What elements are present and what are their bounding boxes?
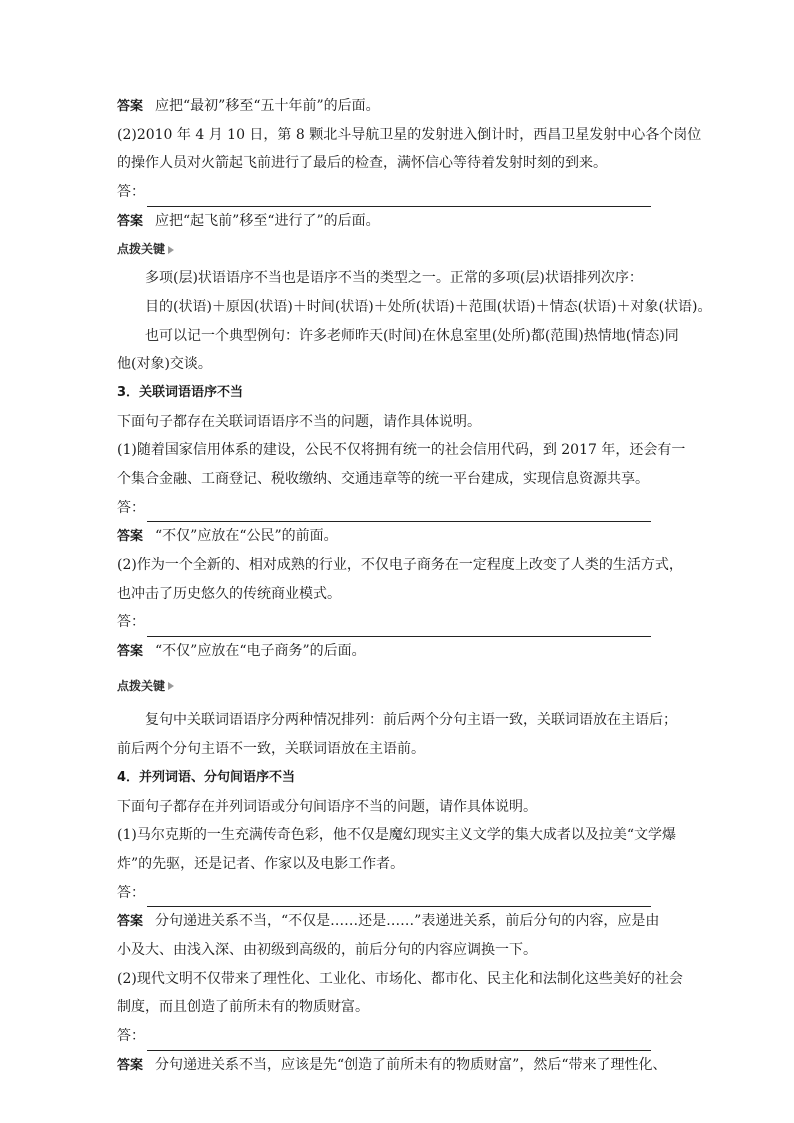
answer-blank-2[interactable]: 答： [117, 178, 679, 207]
section-heading-3: 3．关联词语语序不当 [117, 384, 244, 400]
section-3-intro: 下面句子都存在关联词语语序不当的问题，请作具体说明。 [117, 413, 481, 430]
answer-4-1-line-2: 小及大、由浅入深、由初级到高级的，前后分句的内容应调换一下。 [117, 941, 537, 958]
answer-blank-4-1[interactable]: 答： [117, 879, 679, 908]
answer-1: 答案 应把“最初”移至“五十年前”的后面。 [117, 98, 380, 114]
answer-tag: 答案 [117, 1057, 144, 1073]
answer-rule[interactable] [147, 186, 651, 207]
answer-blank-4-2[interactable]: 答： [117, 1022, 679, 1051]
triangle-right-icon [168, 246, 174, 254]
question-2-line-2: 的操作人员对火箭起飞前进行了最后的检查，满怀信心等待着发射时刻的到来。 [117, 155, 607, 172]
question-3-2-line-2: 也冲击了历史悠久的传统商业模式。 [117, 585, 341, 602]
question-4-1-line-1: (1)马尔克斯的一生充满传奇色彩，他不仅是魔幻现实主义文学的集大成者以及拉美“文学爆 [117, 827, 676, 844]
document-page [117, 92, 712, 1079]
question-2-line-1: (2)2010 年 4 月 10 日，第 8 颗北斗导航卫星的发射进入倒计时，西昌卫星发射中心各个岗位 [117, 126, 702, 143]
answer-2: 答案 应把“起飞前”移至“进行了”的后面。 [117, 212, 380, 229]
key-point-2-line-2: 前后两个分句主语不一致，关联词语放在主语前。 [117, 741, 425, 758]
answer-4-1-line-1: 答案 分句递进关系不当，“不仅是……还是……”表递进关系，前后分句的内容，应是由 [117, 913, 660, 930]
question-4-1-line-2: 炸”的先驱，还是记者、作家以及电影工作者。 [117, 855, 405, 872]
section-4-intro: 下面句子都存在并列词语或分句间语序不当的问题，请作具体说明。 [117, 798, 537, 815]
answer-tag: 答案 [117, 644, 144, 660]
key-point-heading-2: 点拨关键 [117, 672, 679, 701]
answer-rule[interactable] [147, 501, 651, 522]
question-3-1-line-1: (1)随着国家信用体系的建设，公民不仅将拥有统一的社会信用代码，到 2017 年，还会有一 [117, 442, 686, 459]
answer-tag: 答案 [117, 529, 144, 545]
section-heading-4: 4．并列词语、分句间语序不当 [117, 769, 296, 785]
triangle-right-icon [168, 682, 174, 690]
answer-blank-3-2[interactable]: 答： [117, 608, 679, 637]
answer-rule[interactable] [147, 616, 651, 637]
answer-3-1: 答案 “不仅”应放在“公民”的前面。 [117, 528, 338, 545]
key-point-1-line-1: 多项(层)状语语序不当也是语序不当的类型之一。正常的多项(层)状语排列次序： [145, 270, 643, 287]
key-point-1-line-2: 目的(状语)＋原因(状语)＋时间(状语)＋处所(状语)＋范围(状语)＋情态(状语)＋对象(状语)。 [145, 298, 712, 315]
key-point-2-line-1: 复句中关联词语语序分两种情况排列：前后两个分句主语一致，关联词语放在主语后； [145, 712, 677, 729]
answer-4-2-line-1: 答案 分句递进关系不当，应该是先“创造了前所未有的物质财富”，然后“带来了理性化、 [117, 1056, 667, 1073]
answer-rule[interactable] [147, 1030, 651, 1051]
answer-3-2: 答案 “不仅”应放在“电子商务”的后面。 [117, 643, 366, 660]
answer-tag: 答案 [117, 99, 144, 114]
key-point-1-line-3: 也可以记一个典型例句：许多老师昨天(时间)在休息室里(处所)都(范围)热情地(情态)同 [145, 327, 679, 344]
question-4-2-line-2: 制度，而且创造了前所未有的物质财富。 [117, 999, 369, 1016]
answer-rule[interactable] [147, 886, 651, 907]
answer-tag: 答案 [117, 213, 144, 229]
answer-tag: 答案 [117, 914, 144, 930]
question-4-2-line-1: (2)现代文明不仅带来了理性化、工业化、市场化、都市化、民主化和法制化这些美好的社会 [117, 970, 683, 987]
question-3-2-line-1: (2)作为一个全新的、相对成熟的行业，不仅电子商务在一定程度上改变了人类的生活方式， [117, 557, 683, 573]
key-point-1-line-4: 他(对象)交谈。 [117, 356, 212, 373]
answer-blank-3-1[interactable]: 答： [117, 494, 679, 523]
key-point-heading-1: 点拨关键 [117, 235, 679, 264]
question-3-1-line-2: 个集合金融、工商登记、税收缴纳、交通违章等的统一平台建成，实现信息资源共享。 [117, 470, 649, 487]
